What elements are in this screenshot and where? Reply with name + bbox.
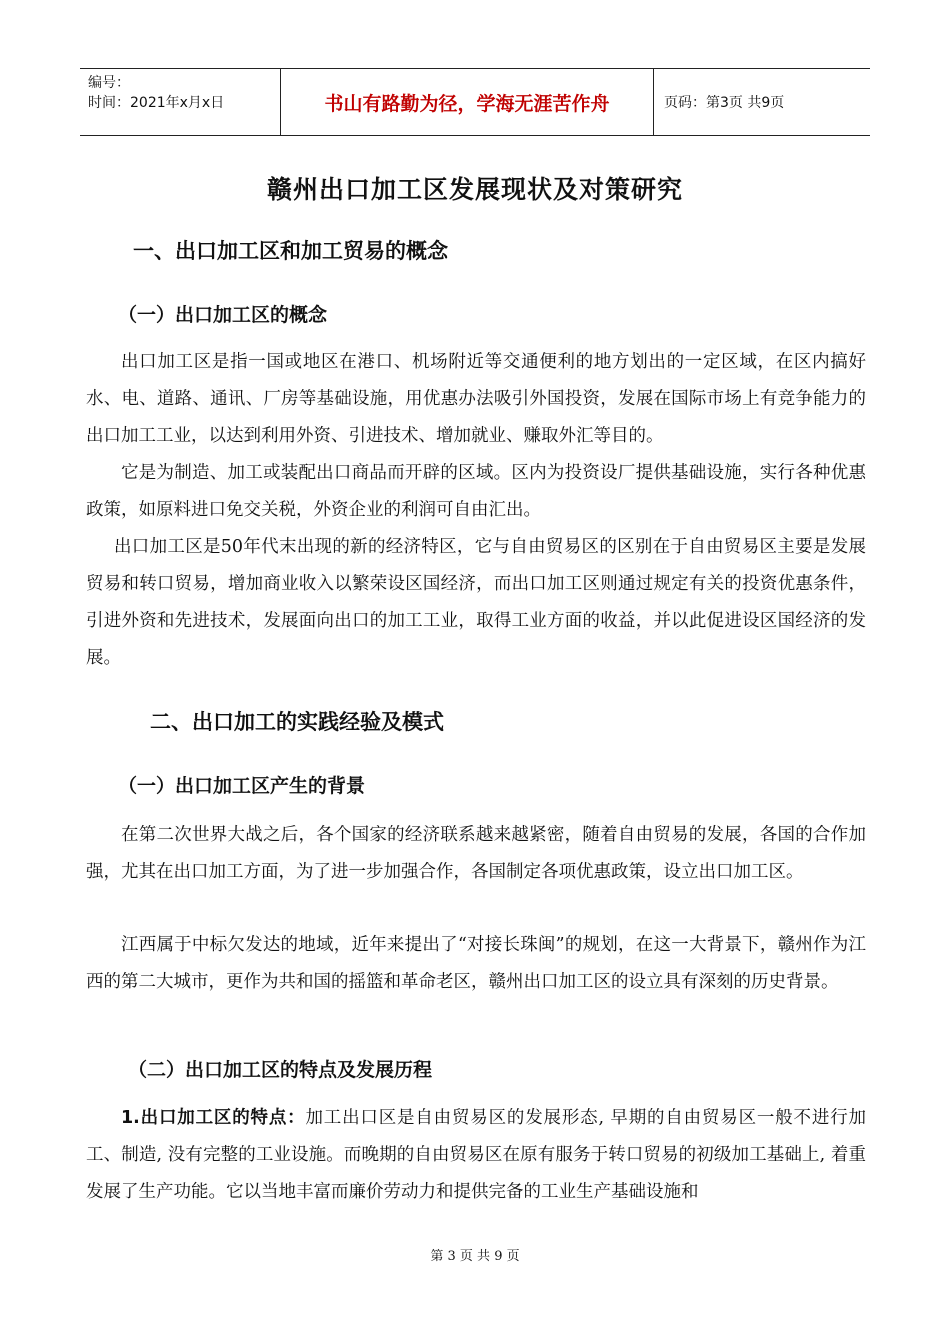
paragraph-4: 在第二次世界大战之后，各个国家的经济联系越来越紧密，随着自由贸易的发展，各国的合作加强，尤其在出口加工方面，为了进一步加强合作，各国制定各项优惠政策，设立出口加工区。 bbox=[86, 825, 866, 882]
paragraph-6-text: 加工出口区是自由贸易区的发展形态, 早期的自由贸易区一般不进行加工、制造, 没有完整的工业设施。而晚期的自由贸易区在原有服务于转口贸易的初级加工基础上, 着重发展了生产功能。它以当地丰富而廉价劳动力和提供完备的工业生产基础设施和 bbox=[86, 1108, 867, 1202]
header-page-info: 页码：第3页 共9页 bbox=[664, 95, 785, 111]
header-motto: 书山有路勤为径，学海无涯苦作舟 bbox=[280, 69, 654, 135]
section-1-subheading-1: （一）出口加工区的概念 bbox=[118, 304, 328, 326]
paragraph-1: 出口加工区是指一国或地区在港口、机场附近等交通便利的地方划出的一定区域，在区内搞好水、电、道路、通讯、厂房等基础设施，用优惠办法吸引外国投资，发展在国际市场上有竞争能力的出口加工工业，以达到利用外资、引进技术、增加就业、赚取外汇等目的。 bbox=[86, 352, 866, 446]
header-meta bbox=[80, 69, 280, 135]
time-label: 时间：2021年x月x日 bbox=[88, 95, 225, 111]
page-footer: 第 3 页 共 9 页 bbox=[430, 1249, 520, 1264]
paragraph-3: 出口加工区是50年代末出现的新的经济特区，它与自由贸易区的区别在于自由贸易区主要是发展贸易和转口贸易，增加商业收入以繁荣设区国经济，而出口加工区则通过规定有关的投资优惠条件，引进外资和先进技术，发展面向出口的加工工业，取得工业方面的收益，并以此促进设区国经济的发展。 bbox=[86, 537, 866, 668]
paragraph-6-lead: 1.出口加工区的特点： bbox=[121, 1108, 306, 1128]
section-2-subheading-2: （二）出口加工区的特点及发展历程 bbox=[128, 1059, 433, 1081]
paragraph-5: 江西属于中标欠发达的地域，近年来提出了“对接长珠闽”的规划，在这一大背景下，赣州作为江西的第二大城市，更作为共和国的摇篮和革命老区，赣州出口加工区的设立具有深刻的历史背景。 bbox=[86, 935, 866, 992]
page-header bbox=[80, 68, 870, 136]
number-label: 编号： bbox=[88, 75, 130, 91]
document-title: 赣州出口加工区发展现状及对策研究 bbox=[266, 175, 683, 204]
paragraph-2: 它是为制造、加工或装配出口商品而开辟的区域。区内为投资设厂提供基础设施，实行各种优惠政策，如原料进口免交关税，外资企业的利润可自由汇出。 bbox=[86, 463, 866, 520]
section-2-heading: 二、出口加工的实践经验及模式 bbox=[150, 710, 444, 734]
section-2-subheading-1: （一）出口加工区产生的背景 bbox=[118, 775, 366, 797]
paragraph-6 bbox=[86, 1100, 866, 1211]
section-1-heading: 一、出口加工区和加工贸易的概念 bbox=[133, 239, 448, 263]
